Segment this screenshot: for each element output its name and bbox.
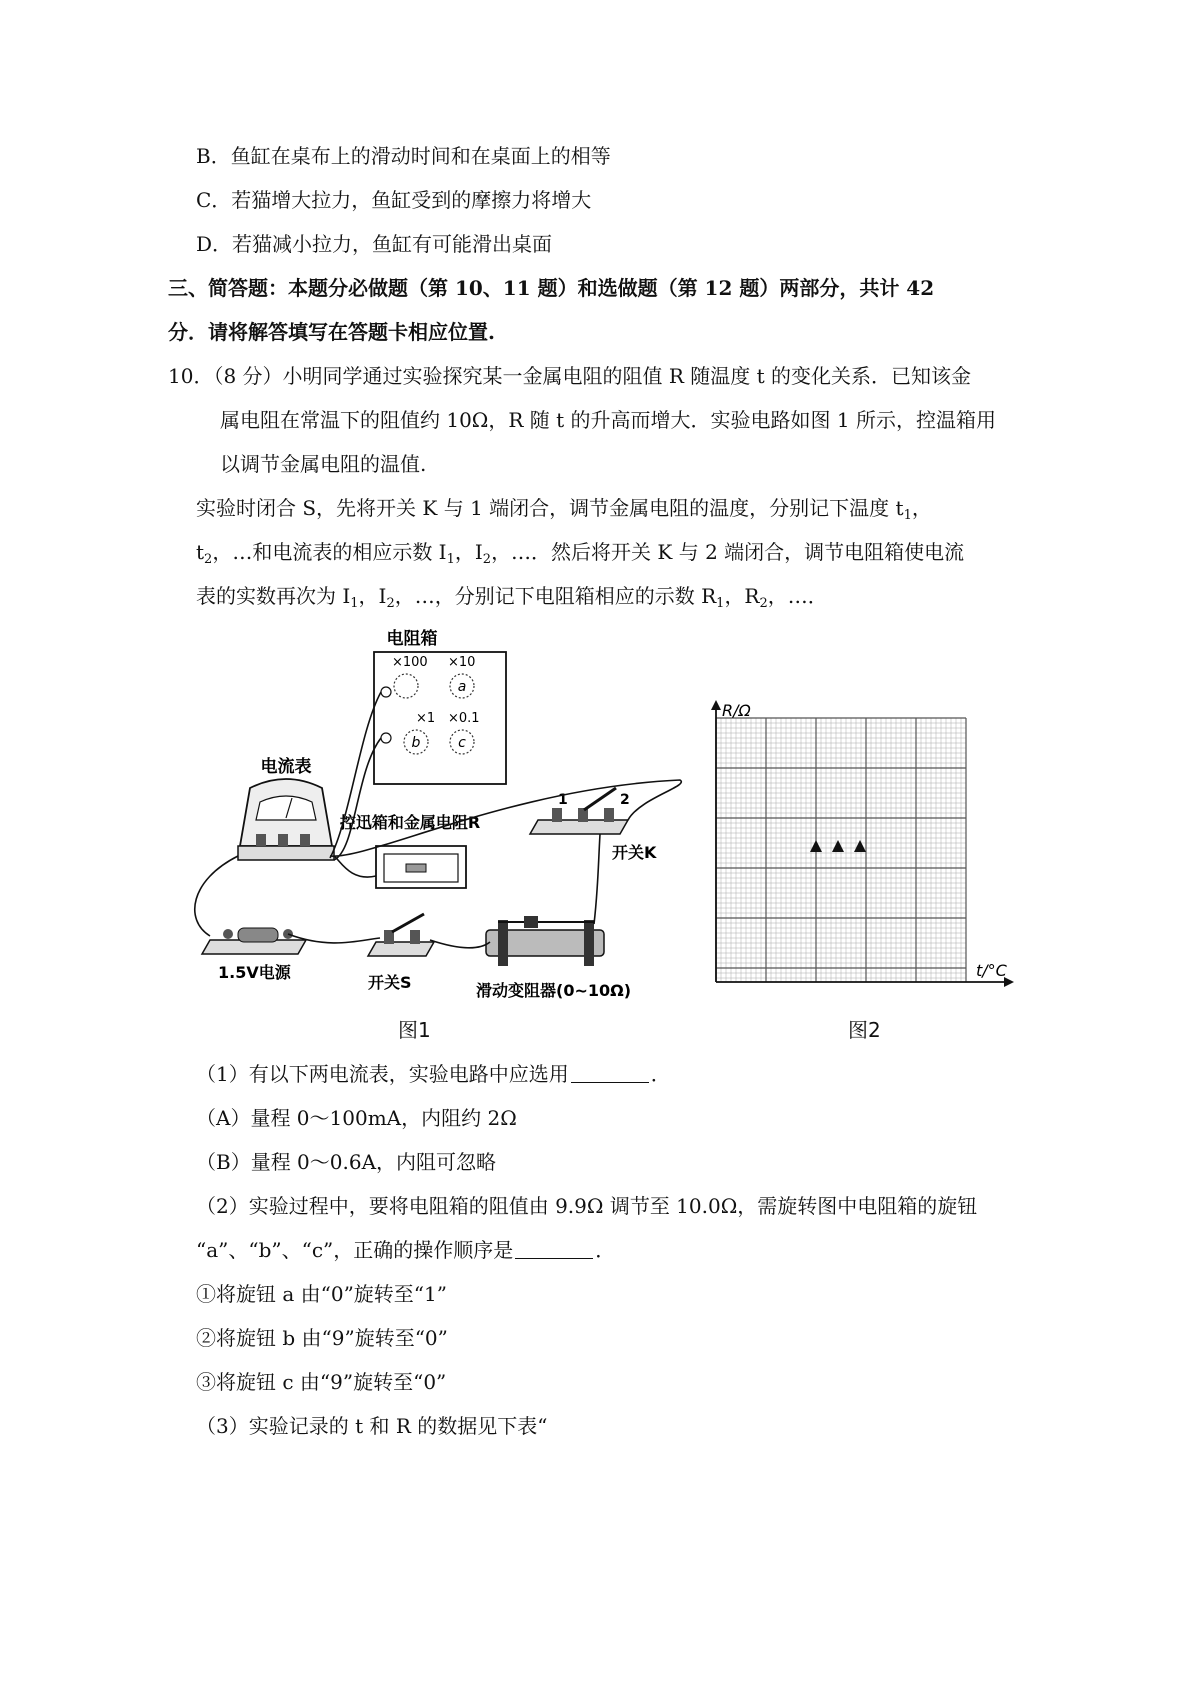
switch-k-terminal-2: 2 bbox=[620, 792, 630, 808]
option-d: D．若猫减小拉力，鱼缸有可能滑出桌面 bbox=[196, 232, 553, 256]
battery bbox=[202, 928, 306, 954]
step-1: ①将旋钮 a 由“0”旋转至“1” bbox=[196, 1282, 447, 1306]
text-run: ， bbox=[911, 496, 932, 520]
step-3: ③将旋钮 c 由“9”旋转至“0” bbox=[196, 1370, 447, 1394]
subscript: 1 bbox=[350, 596, 359, 611]
switch-s bbox=[368, 914, 434, 956]
text-run: ，I bbox=[454, 540, 483, 564]
subscript: 1 bbox=[446, 552, 455, 567]
q10-procedure-line2 bbox=[196, 538, 964, 566]
x1-label: ×1 bbox=[416, 711, 436, 726]
text-run: 实验时闭合 S，先将开关 K 与 1 端闭合，调节金属电阻的温度，分别记下温度 t bbox=[196, 496, 904, 520]
q10-line2: 属电阻在常温下的阻值约 10Ω，R 随 t 的升高而增大．实验电路如图 1 所示，控温箱用 bbox=[220, 408, 996, 432]
q10-procedure-line3 bbox=[196, 582, 828, 610]
text-run: “a”、“b”、“c”，正确的操作顺序是 bbox=[196, 1238, 514, 1262]
rheostat-label: 滑动变阻器(0~10Ω) bbox=[476, 981, 632, 1000]
text-run: ． bbox=[595, 1238, 616, 1262]
step-2: ②将旋钮 b 由“9”旋转至“0” bbox=[196, 1326, 448, 1350]
option-ammeter-a: （A）量程 0～100mA，内阻约 2Ω bbox=[196, 1106, 517, 1130]
q10-line1: 10．（8 分）小明同学通过实验探究某一金属电阻的阻值 R 随温度 t 的变化关系．已知该金 bbox=[168, 364, 972, 388]
y-axis-label: R/Ω bbox=[722, 701, 751, 720]
text-run: t bbox=[196, 540, 205, 564]
figure2-caption: 图2 bbox=[848, 1018, 881, 1042]
switch-k bbox=[530, 788, 630, 834]
q10-part2-line2 bbox=[196, 1236, 615, 1264]
resistor-box-label: 电阻箱 bbox=[386, 629, 438, 649]
text-run: （1）有以下两电流表，实验电路中应选用 bbox=[196, 1062, 569, 1086]
text-run: ，…． bbox=[767, 584, 828, 608]
q10-part2-line1: （2）实验过程中，要将电阻箱的阻值由 9.9Ω 调节至 10.0Ω，需旋转图中电阻箱的旋钮 bbox=[196, 1194, 978, 1218]
resistor-box bbox=[374, 652, 506, 784]
ammeter-label: 电流表 bbox=[260, 757, 312, 777]
q10-part3: （3）实验记录的 t 和 R 的数据见下表“ bbox=[196, 1414, 548, 1438]
source-label: 1.5V电源 bbox=[218, 963, 291, 982]
subscript: 2 bbox=[386, 596, 395, 611]
graph-paper bbox=[700, 700, 1020, 1000]
subscript: 2 bbox=[482, 552, 492, 567]
oven bbox=[376, 846, 466, 888]
answer-blank bbox=[571, 1064, 649, 1083]
switch-k-terminal-1: 1 bbox=[558, 792, 568, 808]
x-axis-label: t/°C bbox=[976, 961, 1007, 980]
q10-procedure-line1 bbox=[196, 494, 932, 522]
q10-part1 bbox=[196, 1060, 671, 1088]
subscript: 1 bbox=[903, 508, 912, 523]
subscript: 2 bbox=[759, 596, 768, 611]
ammeter bbox=[238, 779, 334, 860]
text-run: ，…．然后将开关 K 与 2 端闭合，调节电阻箱使电流 bbox=[491, 540, 965, 564]
q10-line3: 以调节金属电阻的温值. bbox=[220, 452, 427, 476]
text-run: ，R bbox=[724, 584, 760, 608]
text-run: 表的实数再次为 I bbox=[196, 584, 351, 608]
y-axis-arrow bbox=[711, 700, 721, 710]
figure1-caption: 图1 bbox=[398, 1018, 431, 1042]
terminal bbox=[381, 733, 391, 743]
text-run: ，I bbox=[358, 584, 387, 608]
option-ammeter-b: （B）量程 0～0.6A，内阻可忽略 bbox=[196, 1150, 497, 1174]
knob-b-label: b bbox=[411, 735, 421, 751]
circuit-diagram bbox=[180, 620, 700, 1020]
section-heading-line2: 分．请将解答填写在答题卡相应位置. bbox=[168, 320, 495, 344]
oven-label: 控迅箱和金属电阻R bbox=[339, 813, 481, 832]
text-run: ，…，分别记下电阻箱相应的示数 R bbox=[394, 584, 717, 608]
triangle-mark bbox=[810, 840, 822, 852]
text-run: ，…和电流表的相应示数 I bbox=[212, 540, 447, 564]
x100-label: ×100 bbox=[392, 655, 428, 670]
triangle-mark bbox=[832, 840, 844, 852]
switch-k-label: 开关K bbox=[612, 843, 657, 862]
text-run: ． bbox=[650, 1062, 671, 1086]
subscript: 1 bbox=[716, 596, 725, 611]
option-b: B．鱼缸在桌布上的滑动时间和在桌面上的相等 bbox=[196, 144, 611, 168]
knob-c-label: c bbox=[458, 735, 466, 751]
subscript: 2 bbox=[204, 552, 213, 567]
switch-s-label: 开关S bbox=[368, 973, 412, 992]
answer-blank bbox=[515, 1240, 593, 1259]
option-c: C．若猫增大拉力，鱼缸受到的摩擦力将增大 bbox=[196, 188, 592, 212]
x10-label: ×10 bbox=[448, 655, 476, 670]
section-heading-line1: 三、简答题：本题分必做题（第 10、11 题）和选做题（第 12 题）两部分，共计 42 bbox=[168, 276, 935, 300]
rheostat bbox=[486, 916, 604, 966]
terminal bbox=[381, 687, 391, 697]
knob-a-label: a bbox=[457, 679, 467, 695]
x01-label: ×0.1 bbox=[448, 711, 480, 726]
